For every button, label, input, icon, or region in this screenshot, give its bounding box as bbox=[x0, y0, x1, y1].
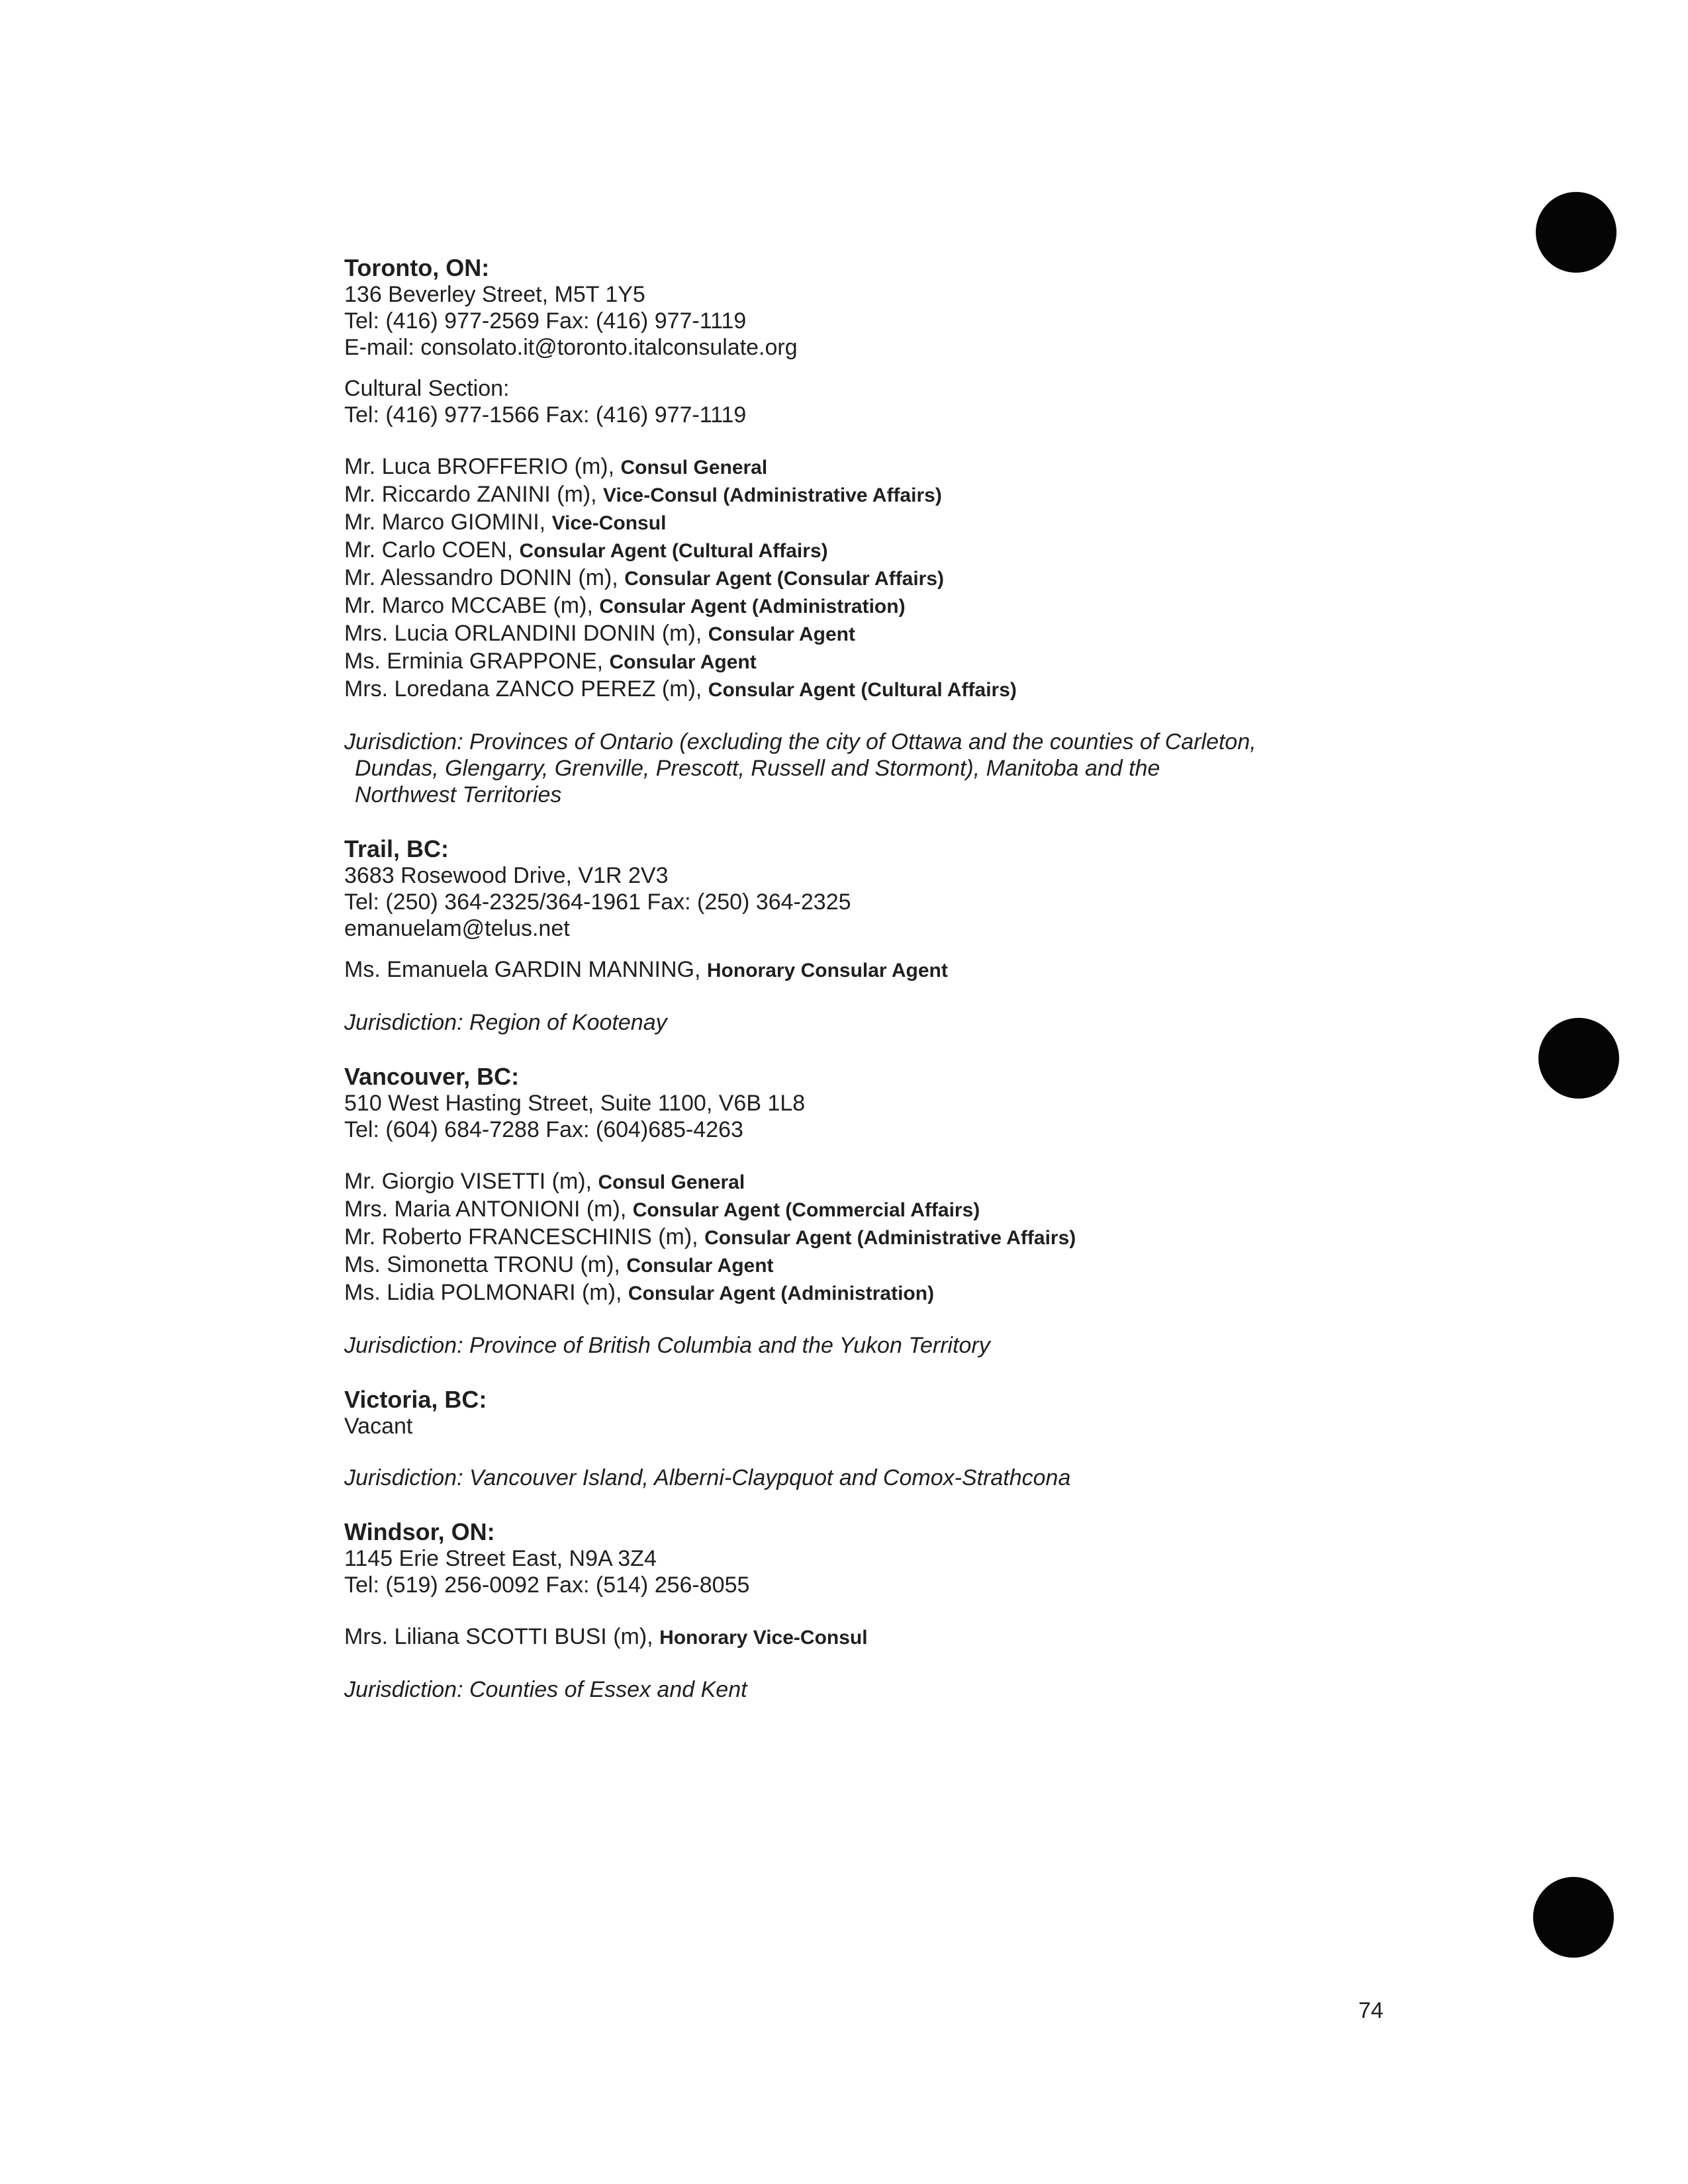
staff-entry bbox=[344, 537, 1536, 565]
section-victoria bbox=[344, 1387, 1536, 1491]
staff-role: Consular Agent (Cultural Affairs) bbox=[519, 540, 828, 562]
staff-list bbox=[344, 453, 1536, 704]
address: 1145 Erie Street East, N9A 3Z4 bbox=[344, 1546, 657, 1571]
staff-entry bbox=[344, 1168, 1536, 1196]
jurisdiction-line: Northwest Territories bbox=[355, 782, 562, 807]
staff-name: Mr. Carlo COEN, bbox=[344, 537, 520, 563]
staff-role: Consul General bbox=[598, 1171, 745, 1193]
section-heading: Vancouver, BC: bbox=[344, 1063, 520, 1090]
staff-name: Mr. Marco MCCABE (m), bbox=[344, 593, 600, 618]
jurisdiction-line: Dundas, Glengarry, Grenville, Prescott, Russell and Stormont), Manitoba and the bbox=[355, 756, 1160, 781]
staff-entry bbox=[344, 1196, 1536, 1224]
staff-entry bbox=[344, 648, 1536, 676]
staff-role: Vice-Consul (Administrative Affairs) bbox=[603, 484, 942, 506]
staff-name: Mr. Marco GIOMINI, bbox=[344, 510, 552, 535]
punch-hole-middle bbox=[1538, 1018, 1619, 1099]
staff-entry bbox=[344, 1279, 1536, 1307]
address: 136 Beverley Street, M5T 1Y5 bbox=[344, 282, 645, 307]
staff-role: Consular Agent (Administration) bbox=[628, 1283, 935, 1304]
status: Vacant bbox=[344, 1414, 413, 1439]
staff-role: Consular Agent bbox=[609, 651, 757, 673]
section-toronto bbox=[344, 255, 1536, 808]
staff-name: Mr. Roberto FRANCESCHINIS (m), bbox=[344, 1224, 705, 1250]
section-trail bbox=[344, 836, 1536, 1036]
section-vancouver bbox=[344, 1064, 1536, 1359]
staff-role: Consular Agent (Commercial Affairs) bbox=[632, 1199, 980, 1221]
punch-hole-bottom bbox=[1533, 1877, 1614, 1958]
staff-role: Honorary Consular Agent bbox=[706, 960, 948, 981]
staff-entry bbox=[344, 453, 1536, 481]
staff-entry bbox=[344, 1623, 1536, 1651]
section-windsor bbox=[344, 1519, 1536, 1703]
address: 3683 Rosewood Drive, V1R 2V3 bbox=[344, 863, 669, 888]
staff-name: Mr. Riccardo ZANINI (m), bbox=[344, 482, 604, 507]
staff-name: Mr. Giorgio VISETTI (m), bbox=[344, 1169, 598, 1194]
staff-role: Consular Agent (Cultural Affairs) bbox=[708, 679, 1017, 701]
phone-fax: Tel: (416) 977-2569 Fax: (416) 977-1119 bbox=[344, 308, 747, 334]
address: 510 West Hasting Street, Suite 1100, V6B 1L8 bbox=[344, 1091, 806, 1116]
jurisdiction: Jurisdiction: Counties of Essex and Kent bbox=[344, 1677, 747, 1702]
page-number: 74 bbox=[1358, 1998, 1383, 2023]
staff-role: Consul General bbox=[620, 457, 768, 478]
phone-fax: Tel: (604) 684-7288 Fax: (604)685-4263 bbox=[344, 1117, 743, 1142]
cultural-phone-fax: Tel: (416) 977-1566 Fax: (416) 977-1119 bbox=[344, 402, 747, 428]
email: emanuelam@telus.net bbox=[344, 916, 570, 941]
jurisdiction bbox=[344, 729, 1536, 808]
staff-entry bbox=[344, 620, 1536, 648]
staff-role: Consular Agent (Consular Affairs) bbox=[624, 568, 945, 590]
jurisdiction: Jurisdiction: Province of British Columbia and the Yukon Territory bbox=[344, 1333, 990, 1358]
jurisdiction: Jurisdiction: Vancouver Island, Alberni-Claypquot and Comox-Strathcona bbox=[344, 1465, 1071, 1490]
staff-name: Ms. Simonetta TRONU (m), bbox=[344, 1252, 627, 1277]
section-heading: Victoria, BC: bbox=[344, 1386, 487, 1413]
staff-role: Consular Agent (Administrative Affairs) bbox=[704, 1227, 1076, 1249]
staff-name: Mrs. Liliana SCOTTI BUSI (m), bbox=[344, 1624, 660, 1649]
staff-entry bbox=[344, 509, 1536, 537]
staff-name: Mrs. Loredana ZANCO PEREZ (m), bbox=[344, 676, 708, 702]
staff-name: Ms. Lidia POLMONARI (m), bbox=[344, 1280, 628, 1305]
cultural-section-label: Cultural Section: bbox=[344, 376, 510, 401]
staff-role: Consular Agent bbox=[626, 1255, 774, 1277]
staff-name: Mrs. Lucia ORLANDINI DONIN (m), bbox=[344, 621, 708, 646]
jurisdiction: Jurisdiction: Region of Kootenay bbox=[344, 1010, 667, 1035]
phone-fax: Tel: (250) 364-2325/364-1961 Fax: (250) 364-2325 bbox=[344, 889, 851, 915]
section-heading: Windsor, ON: bbox=[344, 1518, 495, 1545]
staff-role: Consular Agent (Administration) bbox=[599, 596, 906, 617]
staff-name: Ms. Erminia GRAPPONE, bbox=[344, 649, 610, 674]
staff-entry bbox=[344, 676, 1536, 704]
staff-entry bbox=[344, 956, 1536, 984]
staff-entry bbox=[344, 481, 1536, 509]
staff-role: Vice-Consul bbox=[551, 512, 667, 534]
staff-list bbox=[344, 1168, 1536, 1307]
staff-entry bbox=[344, 592, 1536, 620]
staff-name: Ms. Emanuela GARDIN MANNING, bbox=[344, 957, 707, 982]
staff-role: Honorary Vice-Consul bbox=[659, 1627, 868, 1649]
phone-fax: Tel: (519) 256-0092 Fax: (514) 256-8055 bbox=[344, 1572, 750, 1598]
email: E-mail: consolato.it@toronto.italconsulate.org bbox=[344, 335, 798, 360]
staff-entry bbox=[344, 565, 1536, 592]
staff-entry bbox=[344, 1224, 1536, 1251]
staff-entry bbox=[344, 1251, 1536, 1279]
punch-hole-top bbox=[1536, 192, 1617, 273]
staff-role: Consular Agent bbox=[708, 623, 855, 645]
staff-name: Mrs. Maria ANTONIONI (m), bbox=[344, 1197, 633, 1222]
staff-name: Mr. Alessandro DONIN (m), bbox=[344, 565, 625, 590]
jurisdiction-line: Jurisdiction: Provinces of Ontario (excluding the city of Ottawa and the counties of Carleton, bbox=[344, 729, 1256, 754]
section-heading: Trail, BC: bbox=[344, 835, 449, 862]
consulate-directory bbox=[344, 255, 1536, 1703]
section-heading: Toronto, ON: bbox=[344, 254, 490, 281]
staff-name: Mr. Luca BROFFERIO (m), bbox=[344, 454, 621, 479]
